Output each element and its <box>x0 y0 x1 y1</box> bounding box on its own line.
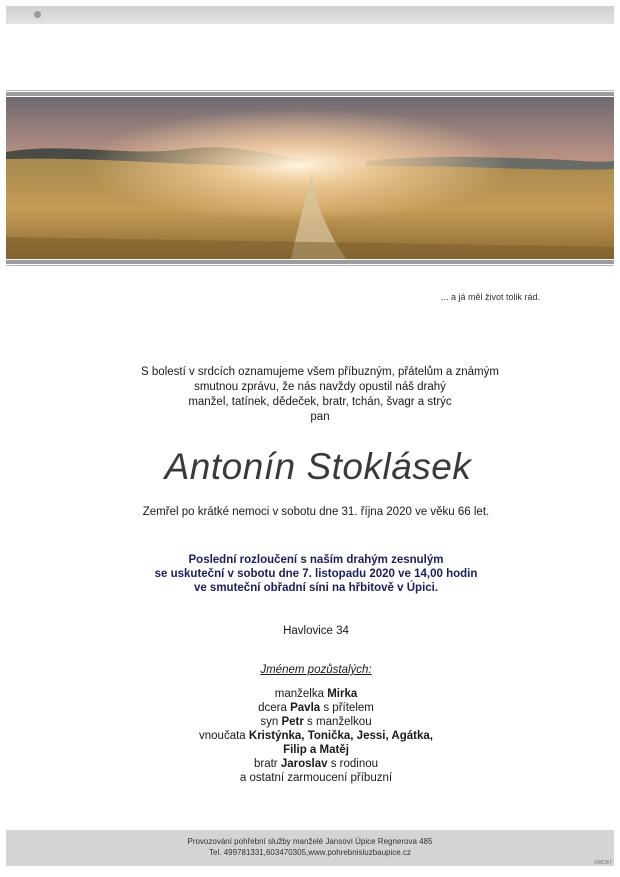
funeral-line: se uskuteční v sobotu dne 7. listopadu 2020 ve 14,00 hodin <box>154 568 478 580</box>
photo-bottom-bar <box>6 260 614 264</box>
family-address: Havlovice 34 <box>283 625 349 637</box>
mourners-heading: Jménem pozůstalých: <box>260 664 372 676</box>
intro-line: S bolestí v srdcích oznamujeme všem příbuzným, přátelům a známým <box>141 366 499 378</box>
mourner-row: Filip a Matěj <box>283 744 349 756</box>
corner-mark: ©MCBT <box>594 860 612 866</box>
intro-line: pan <box>310 411 330 423</box>
mourner-row: manželka Mirka <box>274 688 358 700</box>
header-photo-frame <box>6 90 614 266</box>
death-notice: Zemřel po krátké nemoci v sobotu dne 31. října 2020 ve věku 66 let. <box>142 506 490 518</box>
sunset-field-photo <box>6 97 614 259</box>
mourner-row: a ostatní zarmoucení příbuzní <box>239 772 393 784</box>
mourner-row: syn Petr s manželkou <box>260 716 372 728</box>
funeral-details <box>0 553 620 595</box>
small-dot-icon <box>34 11 41 18</box>
mourner-row: dcera Pavla s přítelem <box>258 702 374 714</box>
deceased-name: Antonín Stoklásek <box>164 446 472 487</box>
announcement-intro <box>110 365 530 425</box>
top-gray-band <box>6 6 614 24</box>
photo-top-bar <box>6 92 614 96</box>
intro-line: manžel, tatínek, dědeček, bratr, tchán, švagr a strýc <box>188 396 452 408</box>
funeral-service-footer <box>6 830 614 866</box>
mourner-row: bratr Jaroslav s rodinou <box>253 758 379 770</box>
footer-contact-line: Tel. 499781331,603470305,www.pohrebnisluzbaupice.cz <box>209 848 411 857</box>
funeral-line: ve smuteční obřadní síni na hřbitově v Úpici. <box>193 582 439 594</box>
mourner-row: vnoučata Kristýnka, Tonička, Jessi, Agátka, <box>199 730 433 742</box>
mourners-list <box>0 687 620 785</box>
motto-quote: ... a já měl život tolik rád. <box>440 292 540 302</box>
funeral-line: Poslední rozloučení s naším drahým zesnulým <box>188 554 444 566</box>
footer-company-line: Provozování pohřební služby manželé Jansoví Úpice Regnerova 485 <box>187 837 433 846</box>
sunset-field-illustration <box>6 97 614 259</box>
intro-line: smutnou zprávu, že nás navždy opustil náš drahý <box>194 381 446 393</box>
